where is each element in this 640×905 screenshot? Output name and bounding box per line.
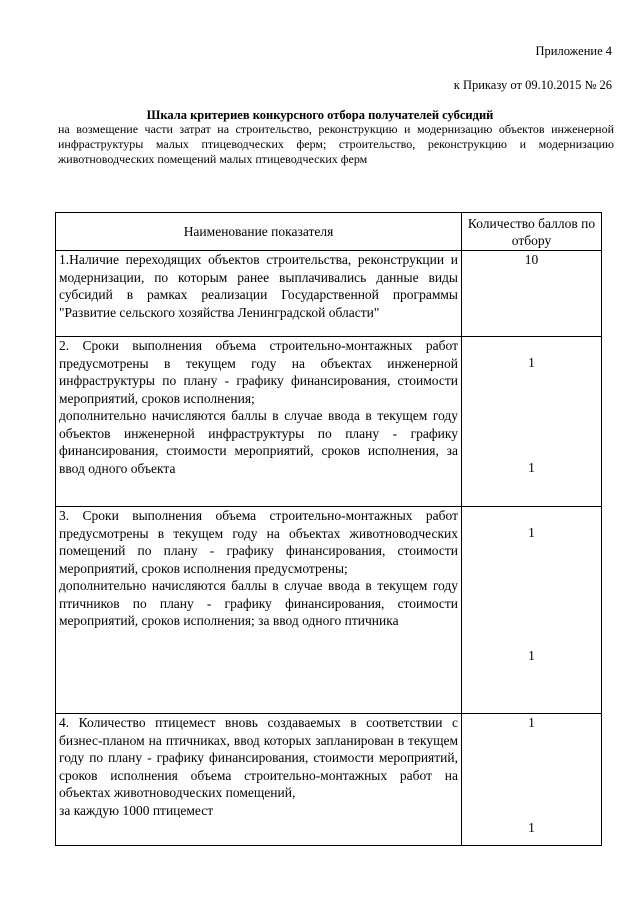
table-row <box>56 507 602 714</box>
criterion-main-text: 4. Количество птицемест вновь создаваемых в соответствии с бизнес-планом на птичниках, ввод которых запланирован в текущем году по плану - графику финансирования, стоимости мероприятий, сроков исполнения объема строительно-монтажных работ на объектах животноводческих помещений, <box>59 715 458 800</box>
points-additional: 1 <box>528 819 535 835</box>
criterion-additional-text: за каждую 1000 птицемест <box>59 802 214 818</box>
table-row <box>56 251 602 337</box>
table-row <box>56 714 602 846</box>
criterion-text <box>56 714 462 846</box>
criterion-text <box>56 507 462 714</box>
criterion-text <box>56 251 462 337</box>
criterion-additional-text: дополнительно начисляются баллы в случае ввода в текущем году птичников по плану - графику финансирования, стоимости мероприятий, сроков исполнения; за ввод одного птичника <box>59 578 458 628</box>
criterion-main-text: 3. Сроки выполнения объема строительно-монтажных работ предусмотрены в текущем году на объектах животноводческих помещений по плану - графику финансирования, стоимости мероприятий, сроков исполнения предусмотрены; <box>59 508 458 576</box>
criterion-points <box>462 251 602 337</box>
points-additional: 1 <box>528 459 535 475</box>
criterion-main-text: 2. Сроки выполнения объема строительно-монтажных работ предусмотрены в текущем году на объектах инженерной инфраструктуры по плану - графику финансирования, стоимости мероприятий, сроков исполнения; <box>59 338 458 406</box>
criterion-additional-text: дополнительно начисляются баллы в случае ввода в текущем году объектов инженерной инфраструктуры по плану - графику финансирования, стоимости мероприятий, сроков исполнения, за ввод одного объекта <box>59 408 458 476</box>
points-main: 1 <box>528 525 535 540</box>
order-reference: к Приказу от 09.10.2015 № 26 <box>453 78 612 92</box>
document-subtitle: на возмещение части затрат на строительство, реконструкцию и модернизацию объектов инженерной инфраструктуры малых птицеводческих ферм; строительство, реконструкцию и модернизацию животноводческих помещений малых птицеводческих ферм <box>58 122 614 166</box>
criterion-points <box>462 714 602 846</box>
header-indicator-name: Наименование показателя <box>56 213 462 251</box>
document-title: Шкала критериев конкурсного отбора получателей субсидий <box>146 108 494 122</box>
points-main: 1 <box>528 355 535 370</box>
points-additional: 1 <box>528 647 535 663</box>
annex-label: Приложение 4 <box>535 44 612 58</box>
criteria-table <box>55 212 602 846</box>
table-header-row <box>56 213 602 251</box>
criterion-points <box>462 337 602 507</box>
points-main: 10 <box>524 252 539 267</box>
points-main: 1 <box>528 715 535 730</box>
criterion-main-text: 1.Наличие переходящих объектов строительства, реконструкции и модернизации, по которым ранее выплачивались данные виды субсидий в рамках реализации Государственной программы "Развитие сельского хозяйства Ленинградской области" <box>59 252 458 320</box>
criterion-text <box>56 337 462 507</box>
header-points: Количество баллов по отбору <box>462 213 602 251</box>
table-row <box>56 337 602 507</box>
criterion-points <box>462 507 602 714</box>
